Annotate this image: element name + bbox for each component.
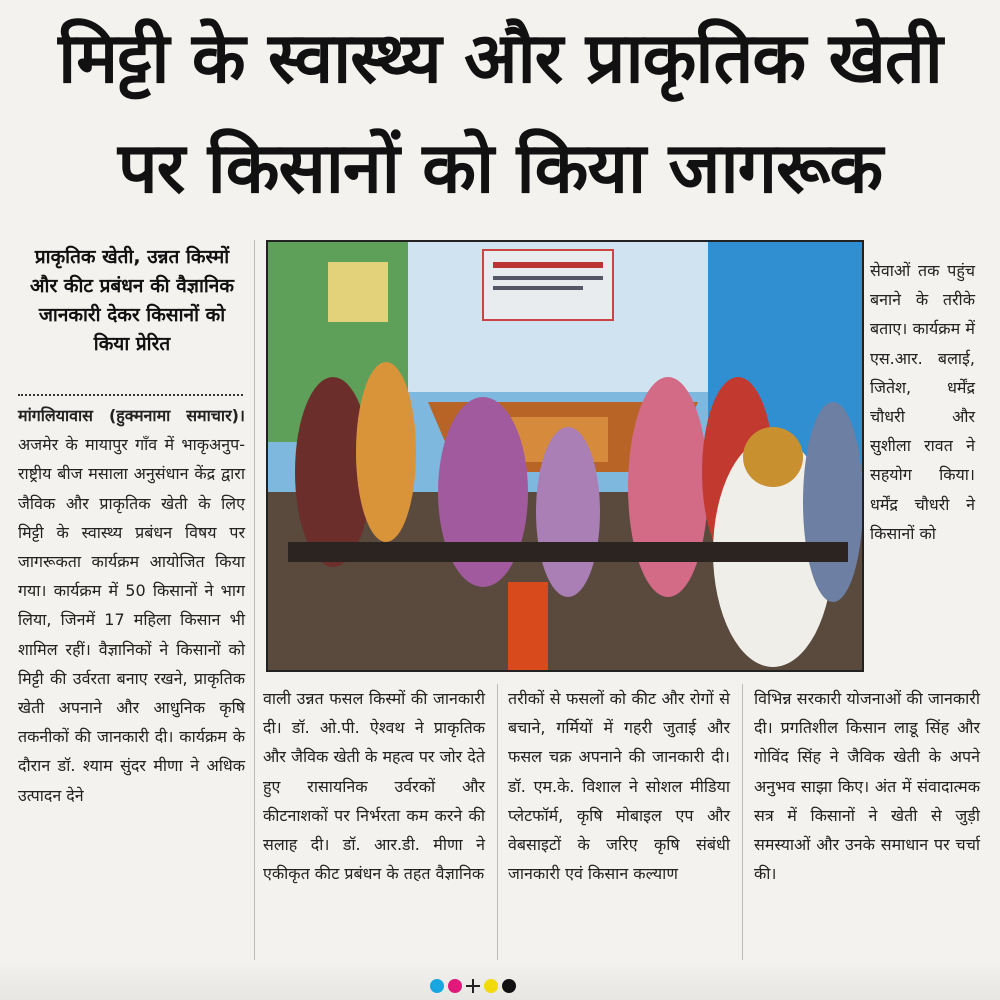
column-2-text: वाली उन्नत फसल किस्मों की जानकारी दी। डॉ. ओ.पी. ऐश्वथ ने प्राकृतिक और जैविक खेती के महत्व पर जोर देते हुए रासायनिक उर्वरकों और कीटनाशकों पर निर्भरता कम करने की सलाह दी। डॉ. आर.डी. मीणा ने एकीकृत कीट प्रबंधन के तहत वैज्ञानिक [263, 689, 485, 884]
column-divider [742, 684, 743, 960]
cyan-registration-dot [430, 979, 444, 993]
column-divider [254, 240, 255, 960]
dateline: मांगलियावास (हुक्मनामा समाचार)। [18, 406, 245, 425]
headline-line-2: पर किसानों को किया जागरूक [117, 127, 883, 209]
article-column-1 [18, 401, 245, 810]
column-divider [497, 684, 498, 960]
article-column-3 [508, 684, 730, 888]
event-photo [266, 240, 864, 672]
magenta-registration-dot [448, 979, 462, 993]
column-4-text: विभिन्न सरकारी योजनाओं की जानकारी दी। प्रगतिशील किसान लाडू सिंह और गोविंद सिंह ने जैविक खेती के अपने अनुभव साझा किए। अंत में संवादात्मक सत्र में किसानों ने खेती से जुड़ी समस्याओं और उनके समाधान पर चर्चा की। [754, 689, 980, 884]
article-column-2 [263, 684, 485, 888]
black-registration-dot [502, 979, 516, 993]
meeting-photo-illustration [268, 242, 862, 670]
column-1-text: अजमेर के मायापुर गाँव में भाकृअनुप-राष्ट्रीय बीज मसाला अनुसंधान केंद्र द्वारा जैविक और प्राकृतिक खेती के लिए मिट्टी के स्वास्थ्य प्रबंधन विषय पर जागरूकता कार्यक्रम आयोजित किया गया। कार्यक्रम में 50 किसानों ने भाग लिया, जिनमें 17 महिला किसान भी शामिल रहीं। वैज्ञानिकों ने किसानों को मिट्टी की उर्वरता बनाए रखने, प्राकृतिक खेती अपनाने और आधुनिक कृषि तकनीकों की जानकारी दी। कार्यक्रम के दौरान डॉ. श्याम सुंदर मीणा ने अधिक उत्पादन देने [18, 435, 245, 805]
subheadline: प्राकृतिक खेती, उन्नत किस्मों और कीट प्रबंधन की वैज्ञानिक जानकारी देकर किसानों को किया प्रेरित [30, 246, 234, 355]
headline-line-1: मिट्टी के स्वास्थ्य और प्राकृतिक खेती [58, 17, 942, 99]
subhead-divider [18, 394, 243, 396]
article-column-right-top [870, 256, 975, 548]
column-3-text: तरीकों से फसलों को कीट और रोगों से बचाने, गर्मियों में गहरी जुताई और फसल चक्र अपनाने की जानकारी दी। डॉ. एम.के. विशाल ने सोशल मीडिया प्लेटफॉर्म, कृषि मोबाइल एप और वेबसाइटों के जरिए कृषि संबंधी जानकारी एवं किसान कल्याण [508, 689, 730, 884]
yellow-registration-dot [484, 979, 498, 993]
print-registration-marks [430, 978, 516, 994]
crosshair-icon [466, 979, 480, 993]
article-column-4 [754, 684, 980, 888]
column-5-text: सेवाओं तक पहुंच बनाने के तरीके बताए। कार्यक्रम में एस.आर. बलाई, जितेश, धर्मेंद्र चौधरी और सुशीला रावत ने सहयोग किया। धर्मेंद्र चौधरी ने किसानों को [870, 261, 975, 543]
